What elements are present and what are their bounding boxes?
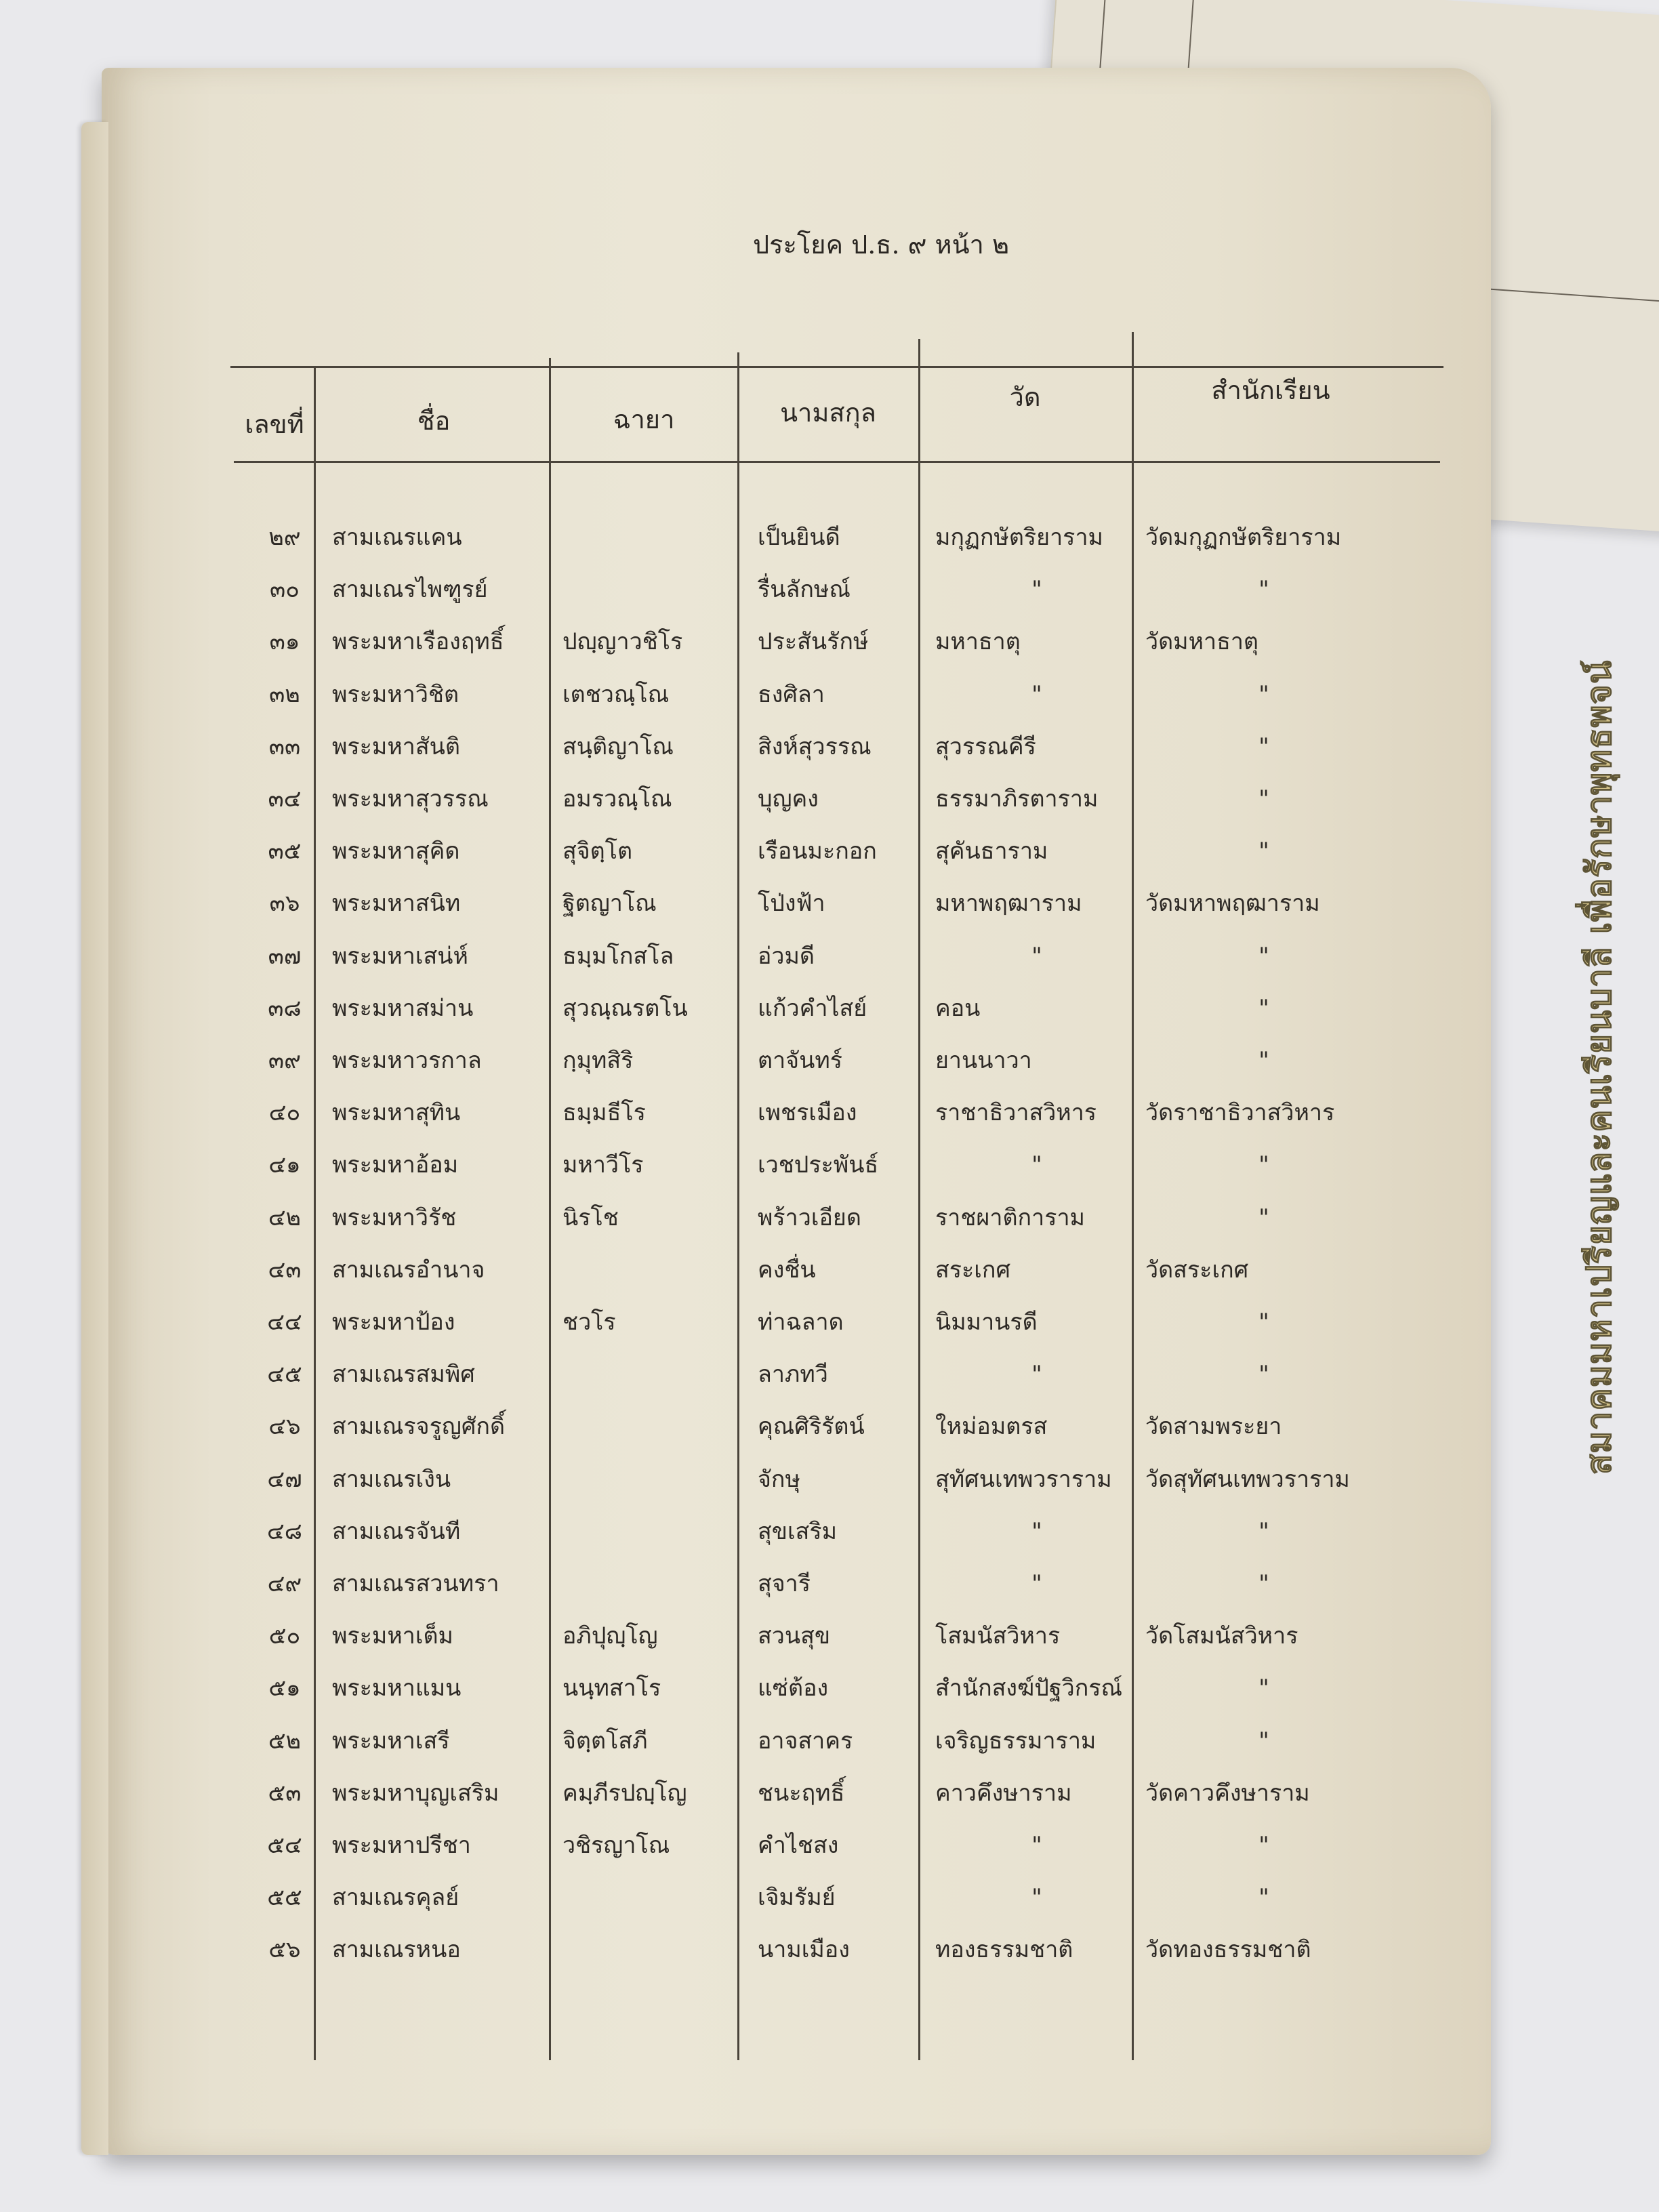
row-wat: " [1031,1832,1042,1859]
row-chaya: สุวณฺณรตโน [562,995,688,1022]
row-wat: " [1031,1518,1042,1545]
header-no: เลขที่ [245,409,304,439]
table-row [0,1296,1659,1348]
table-row [0,1087,1659,1139]
row-name: พระมหาสม่าน [332,995,474,1022]
header-wat: วัด [1009,382,1041,412]
row-chaya: เตชวณฺโณ [562,681,670,708]
row-surname: จักษุ [758,1466,800,1493]
row-school: วัดมหาพฤฒาราม [1145,890,1320,917]
row-school: " [1258,1361,1269,1388]
watermark [1552,447,1647,1687]
row-wat: " [1031,943,1042,970]
table-row [0,1558,1659,1610]
row-number: ๔๙ [267,1570,302,1597]
row-surname: คงชื่น [758,1256,816,1284]
table-row [0,564,1659,615]
row-wat: สุคันธาราม [935,838,1048,865]
row-name: พระมหาสนิท [332,890,461,917]
row-school: " [1258,785,1269,813]
row-surname: คุณศิริรัตน์ [758,1413,865,1440]
table-row [0,1820,1659,1871]
page-title: ประโยค ป.ธ. ๙ หน้า ๒ [752,230,1010,260]
table-row [0,1872,1659,1923]
row-wat: สระเกศ [935,1256,1011,1284]
row-wat: สุทัศนเทพวราราม [935,1466,1112,1493]
row-number: ๓๖ [269,890,300,917]
row-wat: " [1031,1570,1042,1597]
table-row [0,1192,1659,1244]
table-row [0,878,1659,929]
row-name: พระมหาสุวรรณ [332,785,489,813]
table-row [0,1035,1659,1086]
row-surname: ตาจันทร์ [758,1047,843,1074]
row-number: ๕๕ [267,1884,302,1911]
row-school: วัดมหาธาตุ [1145,628,1259,655]
row-school: " [1258,943,1269,970]
row-school: " [1258,1675,1269,1702]
row-number: ๓๕ [268,838,302,865]
row-name: พระมหาสุคิด [332,838,460,865]
table-row [0,512,1659,563]
row-school: " [1258,681,1269,708]
row-school: วัดโสมนัสวิหาร [1145,1622,1298,1650]
row-name: พระมหาสุทิน [332,1099,461,1126]
row-wat: ราชาธิวาสวิหาร [935,1099,1097,1126]
row-chaya: ชวโร [562,1309,616,1336]
row-name: สามเณรแคน [332,524,462,551]
row-chaya: ปญฺญาวชิโร [562,628,683,655]
row-wat: เจริญธรรมาราม [935,1727,1097,1755]
row-school: วัดสามพระยา [1145,1413,1282,1440]
row-number: ๓๗ [268,943,302,970]
row-wat: โสมนัสวิหาร [935,1622,1061,1650]
row-wat: ธรรมาภิรตาราม [935,785,1099,813]
row-name: สามเณรสมพิศ [332,1361,475,1388]
row-school: " [1258,1570,1269,1597]
row-school: " [1258,576,1269,603]
row-name: พระมหาวรกาล [332,1047,482,1074]
row-chaya: คมฺภีรปญฺโญ [562,1780,687,1807]
row-surname: อ่วมดี [758,943,815,970]
row-name: สามเณรจันที [332,1518,461,1545]
header-chaya: ฉายา [613,405,675,434]
row-name: สามเณรอำนาจ [332,1256,485,1284]
row-wat: มกุฏกษัตริยาราม [935,524,1103,551]
row-school: " [1258,1518,1269,1545]
row-chaya: ฐิตญาโณ [562,890,657,917]
row-surname: ธงศิลา [758,681,825,708]
row-wat: " [1031,681,1042,708]
row-surname: ชนะฤทธิ์ [758,1780,845,1807]
row-wat: สุวรรณคีรี [935,733,1036,760]
row-surname: ประสันรักษ์ [758,628,869,655]
row-surname: เรือนมะกอก [758,838,877,865]
row-name: สามเณรเงิน [332,1466,451,1493]
row-name: พระมหาเสน่ห์ [332,943,468,970]
table-row [0,721,1659,773]
row-surname: พร้าวเอียด [758,1204,861,1231]
row-number: ๔๘ [267,1518,302,1545]
table-row [0,1610,1659,1662]
row-number: ๕๐ [268,1622,301,1650]
row-name: พระมหาเรืองฤทธิ์ [332,628,504,655]
row-number: ๔๒ [268,1204,302,1231]
watermark-text: สมาคมมหาเปรียญและคนเรียนบาลี เพื่อรักษาพุทธพจน์ [1579,659,1619,1475]
row-chaya: ธมฺมธีโร [562,1099,646,1126]
row-number: ๕๔ [267,1832,302,1859]
row-wat: ทองธรรมชาติ [935,1936,1073,1963]
row-name: สามเณรคุลย์ [332,1884,459,1911]
row-name: พระมหาเต็ม [332,1622,453,1650]
row-surname: รื่นลักษณ์ [758,576,851,603]
table-row [0,983,1659,1034]
row-school: " [1258,1309,1269,1336]
row-chaya: กฺมุทสิริ [562,1047,634,1074]
row-wat: มหาพฤฒาราม [935,890,1082,917]
row-number: ๔๐ [268,1099,301,1126]
row-wat: สำนักสงฆ์ปัฐวิกรณ์ [935,1675,1123,1702]
row-school: วัดสุทัศนเทพวราราม [1145,1466,1350,1493]
row-school: " [1258,838,1269,865]
row-number: ๓๒ [269,681,300,708]
row-name: สามเณรสวนทรา [332,1570,499,1597]
row-school: วัดคาวคึงษาราม [1145,1780,1310,1807]
row-school: " [1258,995,1269,1022]
row-chaya: ธมฺมโกสโล [562,943,674,970]
row-chaya: มหาวีโร [562,1151,644,1179]
row-surname: โป่งฟ้า [758,890,825,917]
row-surname: คำไชสง [758,1832,839,1859]
table-row [0,1139,1659,1191]
row-surname: สุจารี [758,1570,811,1597]
table-row [0,1401,1659,1452]
row-surname: สิงห์สุวรรณ [758,733,872,760]
row-name: พระมหาวิชิต [332,681,459,708]
row-wat: " [1031,1884,1042,1911]
row-surname: อาจสาคร [758,1727,853,1755]
row-school: วัดสระเกศ [1145,1256,1249,1284]
row-chaya: สนฺติญาโณ [562,733,674,760]
row-name: พระมหาสันติ [332,733,460,760]
row-chaya: นนฺทสาโร [562,1675,661,1702]
table-row [0,1715,1659,1767]
row-surname: เจิมรัมย์ [758,1884,836,1911]
row-number: ๓๑ [269,628,300,655]
row-wat: " [1031,576,1042,603]
table-row [0,773,1659,825]
row-wat: นิมมานรดี [935,1309,1038,1336]
row-surname: สุขเสริม [758,1518,838,1545]
row-surname: เป็นยินดี [758,524,840,551]
row-chaya: วชิรญาโณ [562,1832,670,1859]
row-wat: " [1031,1361,1042,1388]
row-name: สามเณรไพฑูรย์ [332,576,488,603]
row-number: ๒๙ [268,524,301,551]
table-row [0,1506,1659,1557]
row-wat: " [1031,1151,1042,1179]
table-row [0,1454,1659,1505]
row-chaya: อภิปุญฺโญ [562,1622,658,1650]
row-number: ๔๗ [267,1466,302,1493]
row-number: ๔๓ [268,1256,302,1284]
row-surname: ท่าฉลาด [758,1309,844,1336]
row-wat: คอน [935,995,981,1022]
row-number: ๓๓ [268,733,301,760]
row-name: พระมหาแมน [332,1675,462,1702]
table-row [0,1924,1659,1975]
row-school: " [1258,1151,1269,1179]
row-surname: แก้วคำไสย์ [758,995,867,1022]
row-number: ๕๖ [268,1936,301,1963]
table-row [0,1662,1659,1714]
row-school: " [1258,1832,1269,1859]
row-school: " [1258,1884,1269,1911]
row-surname: บุญคง [758,785,819,813]
row-number: ๓๙ [268,1047,302,1074]
row-number: ๓๘ [268,995,302,1022]
row-chaya: จิตฺตโสภี [562,1727,648,1755]
row-school: วัดทองธรรมชาติ [1145,1936,1311,1963]
row-chaya: อมรวณฺโณ [562,785,672,813]
row-chaya: สุจิตฺโต [562,838,633,865]
row-number: ๔๕ [267,1361,302,1388]
row-wat: ราชผาติการาม [935,1204,1085,1231]
header-school: สำนักเรียน [1211,375,1330,405]
row-wat: ใหม่อมตรส [935,1413,1048,1440]
header-surname: นามสกุล [780,398,876,428]
row-school: " [1258,1204,1269,1231]
header-name: ชื่อ [417,406,451,436]
row-name: พระมหาป้อง [332,1309,455,1336]
row-wat: คาวคึงษาราม [935,1780,1072,1807]
row-surname: ลาภทวี [758,1361,828,1388]
table-row [0,616,1659,668]
row-number: ๕๑ [268,1675,301,1702]
table-row [0,1244,1659,1296]
table-row [0,1349,1659,1400]
row-chaya: นิรโช [562,1204,619,1231]
row-surname: สวนสุข [758,1622,831,1650]
row-surname: เพชรเมือง [758,1099,857,1126]
row-name: สามเณรจรูญศักดิ์ [332,1413,506,1440]
row-surname: เวชประพันธ์ [758,1151,879,1179]
row-school: วัดราชาธิวาสวิหาร [1145,1099,1335,1126]
row-name: พระมหาอ้อม [332,1151,459,1179]
row-number: ๓๔ [268,785,302,813]
row-number: ๔๖ [268,1413,301,1440]
row-name: สามเณรหนอ [332,1936,461,1963]
row-number: ๕๓ [268,1780,302,1807]
row-surname: นามเมือง [758,1936,850,1963]
row-school: วัดมกุฏกษัตริยาราม [1145,524,1342,551]
table-row [0,825,1659,877]
row-number: ๕๒ [268,1727,302,1755]
row-wat: มหาธาตุ [935,628,1021,655]
row-surname: แซ่ต้อง [758,1675,829,1702]
row-number: ๔๔ [267,1309,302,1336]
row-name: พระมหาบุญเสริม [332,1780,499,1807]
table-row [0,1767,1659,1819]
row-number: ๓๐ [270,576,300,603]
row-name: พระมหาวิรัช [332,1204,457,1231]
table-header-rule [234,461,1440,463]
row-school: " [1258,733,1269,760]
row-name: พระมหาปรีชา [332,1832,471,1859]
row-wat: ยานนาวา [935,1047,1032,1074]
row-name: พระมหาเสรี [332,1727,450,1755]
table-row [0,669,1659,720]
row-school: " [1258,1047,1269,1074]
row-school: " [1258,1727,1269,1755]
table-row [0,930,1659,982]
table-top-rule [230,366,1443,368]
row-number: ๔๑ [268,1151,301,1179]
